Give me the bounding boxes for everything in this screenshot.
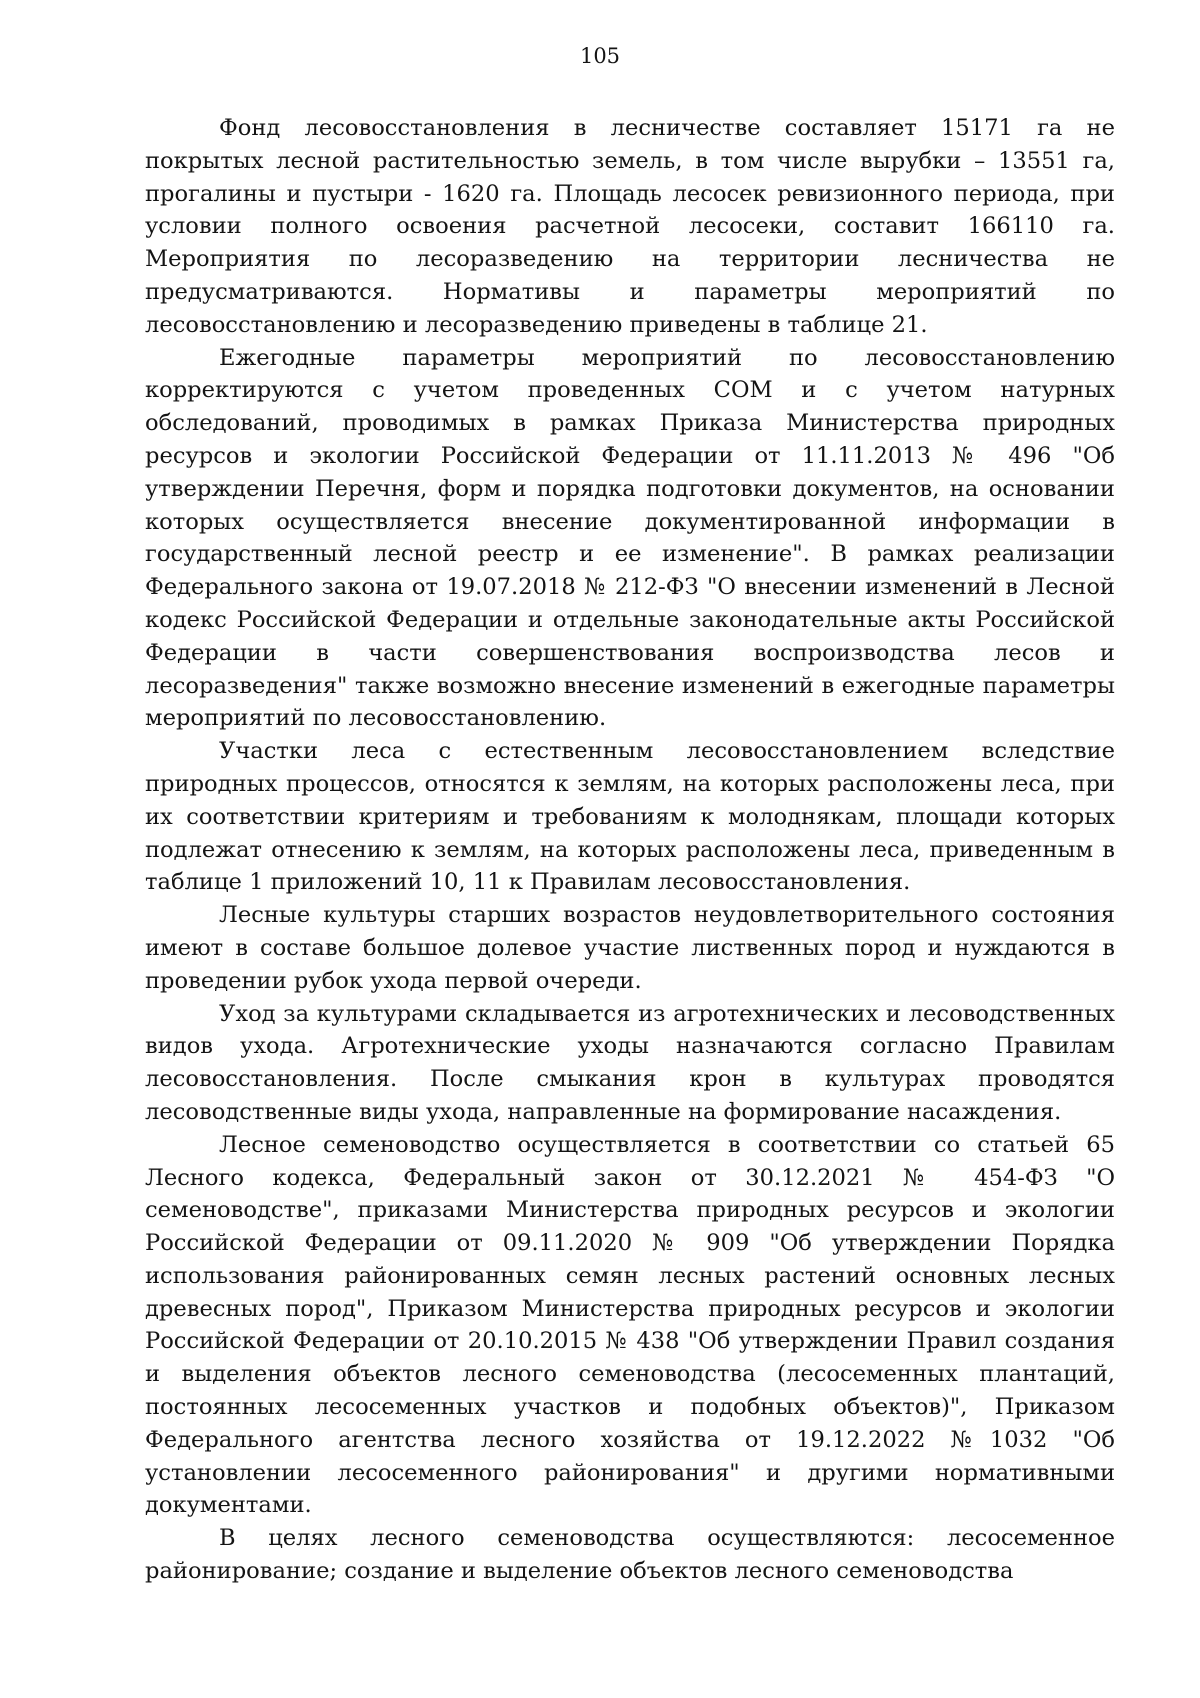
paragraph-reforestation-fund: Фонд лесовосстановления в лесничестве составляет 15171 га не покрытых лесной растительностью земель, в том числе вырубки – 13551 га, прогалины и пустыри - 1620 га. Площадь лесосек ревизионного периода, при условии полного освоения расчетной лесосеки, составит 166110 га. Мероприятия по лесоразведению на территории лесничества не предусматриваются. Нормативы и параметры мероприятий по лесовосстановлению и лесоразведению приведены в таблице 21. [145, 115, 1115, 338]
paragraph-annual-parameters: Ежегодные параметры мероприятий по лесовосстановлению корректируются с учетом проведенных СОМ и с учетом натурных обследований, проводимых в рамках Приказа Министерства природных ресурсов и экологии Российской Федерации от 11.11.2013 № 496 "Об утверждении Перечня, форм и порядка подготовки документов, на основании которых осуществляется внесение документированной информации в государственный лесной реестр и ее изменение". В рамках реализации Федерального закона от 19.07.2018 № 212-ФЗ "О внесении изменений в Лесной кодекс Российской Федерации и отдельные законодательные акты Российской Федерации в части совершенствования воспроизводства лесов и лесоразведения" также возможно внесение изменений в ежегодные параметры мероприятий по лесовосстановлению. [145, 344, 1115, 732]
page-number: 105 [579, 44, 621, 68]
paragraph-seed-production-goals: В целях лесного семеноводства осуществляются: лесосеменное районирование; создание и выделение объектов лесного семеноводства [145, 1525, 1115, 1585]
document-body [145, 112, 1115, 1588]
paragraph-natural-regeneration: Участки леса с естественным лесовосстановлением вследствие природных процессов, относятся к землям, на которых расположены леса, при их соответствии критериям и требованиям к молоднякам, площади которых подлежат отнесению к землям, на которых расположены леса, приведенным в таблице 1 приложений 10, 11 к Правилам лесовосстановления. [145, 738, 1115, 896]
paragraph-culture-care: Уход за культурами складывается из агротехнических и лесоводственных видов ухода. Агротехнические уходы назначаются согласно Правилам лесовосстановления. После смыкания крон в культурах проводятся лесоводственные виды ухода, направленные на формирование насаждения. [145, 1000, 1115, 1125]
paragraph-forest-cultures: Лесные культуры старших возрастов неудовлетворительного состояния имеют в составе большое долевое участие лиственных пород и нуждаются в проведении рубок ухода первой очереди. [145, 902, 1115, 994]
paragraph-seed-production: Лесное семеноводство осуществляется в соответствии со статьей 65 Лесного кодекса, Федеральный закон от 30.12.2021 № 454-ФЗ "О семеноводстве", приказами Министерства природных ресурсов и экологии Российской Федерации от 09.11.2020 № 909 "Об утверждении Порядка использования районированных семян лесных растений основных лесных древесных пород", Приказом Министерства природных ресурсов и экологии Российской Федерации от 20.10.2015 № 438 "Об утверждении Правил создания и выделения объектов лесного семеноводства (лесосеменных плантаций, постоянных лесосеменных участков и подобных объектов)", Приказом Федерального агентства лесного хозяйства от 19.12.2022 №1032 "Об установлении лесосеменного районирования" и другими нормативными документами. [145, 1131, 1115, 1519]
